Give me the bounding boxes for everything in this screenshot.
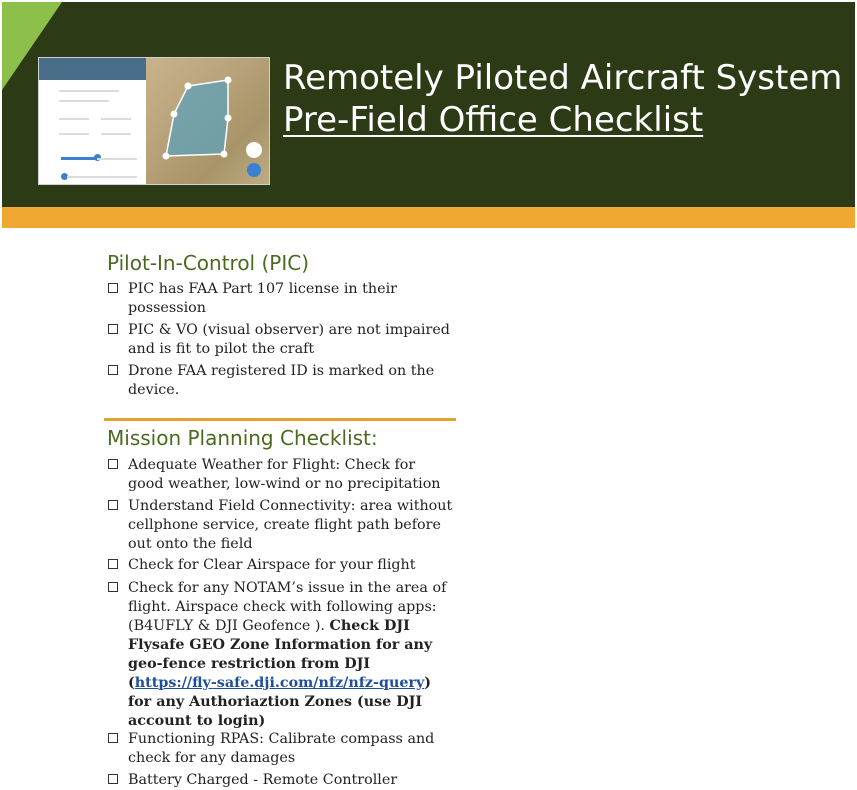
checkbox-icon[interactable] <box>108 283 118 293</box>
vertex-marker <box>221 151 228 158</box>
thumbnail-altitude-slider <box>61 157 97 160</box>
checklist-item <box>108 556 453 575</box>
thumbnail-line <box>97 158 137 160</box>
vertex-marker <box>163 153 170 160</box>
section-divider <box>104 418 456 421</box>
vertex-marker <box>171 111 178 118</box>
section-title-pic: Pilot-In-Control (PIC) <box>107 251 310 275</box>
checklist-item <box>108 321 453 359</box>
thumbnail-line <box>59 118 89 120</box>
thumbnail-line <box>101 133 131 135</box>
checklist-item <box>108 730 453 768</box>
dji-flysafe-text: Check DJI Flysafe GEO Zone Information for any geo-fence restriction from DJI ( <box>128 618 433 691</box>
checkbox-icon[interactable] <box>108 774 118 784</box>
checklist-item-text: Understand Field Connectivity: area without cellphone service, create flight path before out onto the field <box>128 498 453 552</box>
checkbox-icon[interactable] <box>108 324 118 334</box>
checklist-item-text <box>128 579 453 731</box>
thumbnail-map <box>146 58 270 185</box>
thumbnail-line <box>67 176 137 178</box>
checklist-item <box>108 579 453 731</box>
section-title-mission: Mission Planning Checklist: <box>107 426 378 450</box>
notam-text: Check for any NOTAM’s issue in the area of flight. Airspace check with following apps: (B4UFLY & DJI Geofence ). <box>128 580 447 634</box>
checkbox-icon[interactable] <box>108 500 118 510</box>
authorization-zones-text: ) for any Authoriaztion Zones (use DJI account to login) <box>128 675 432 729</box>
checkbox-icon[interactable] <box>108 733 118 743</box>
checkbox-icon[interactable] <box>108 559 118 569</box>
checklist-item-text: Drone FAA registered ID is marked on the device. <box>128 363 435 398</box>
checklist-item <box>108 456 453 494</box>
thumbnail-line <box>59 100 109 102</box>
checklist-item-text: Battery Charged - Remote Controller <box>128 772 398 788</box>
checklist-item-text: PIC has FAA Part 107 license in their possession <box>128 281 398 316</box>
page-title-line-1: Remotely Piloted Aircraft System <box>283 58 843 98</box>
thumbnail-line <box>59 90 119 92</box>
page-title-line-2: Pre-Field Office Checklist <box>283 100 704 140</box>
undo-icon <box>246 142 262 158</box>
checkbox-icon[interactable] <box>108 365 118 375</box>
thumbnail-line <box>59 133 89 135</box>
checklist-item <box>108 280 453 318</box>
vertex-marker <box>185 83 192 90</box>
vertex-marker <box>225 77 232 84</box>
checklist-item-text: Check for Clear Airspace for your flight <box>128 557 416 573</box>
checklist-item <box>108 497 453 554</box>
thumbnail-toolbar <box>39 58 146 80</box>
dji-flysafe-link[interactable]: https://fly-safe.dji.com/nfz/nfz-query <box>134 675 425 691</box>
checkbox-icon[interactable] <box>108 582 118 592</box>
thumbnail-line <box>101 118 131 120</box>
app-screenshot-thumbnail <box>38 57 270 185</box>
thumbnail-settings-panel <box>39 58 146 185</box>
save-icon <box>247 163 261 177</box>
flight-polygon <box>166 80 228 156</box>
checklist-item-text: PIC & VO (visual observer) are not impaired and is fit to pilot the craft <box>128 322 450 357</box>
accent-bar <box>2 207 855 228</box>
checkbox-icon[interactable] <box>108 459 118 469</box>
checklist-item-text: Functioning RPAS: Calibrate compass and check for any damages <box>128 731 435 766</box>
thumbnail-flight-area <box>146 58 270 185</box>
vertex-marker <box>225 115 232 122</box>
checklist-item <box>108 771 453 790</box>
checklist-item-text: Adequate Weather for Flight: Check for good weather, low-wind or no precipitation <box>128 457 441 492</box>
checklist-item <box>108 362 453 400</box>
